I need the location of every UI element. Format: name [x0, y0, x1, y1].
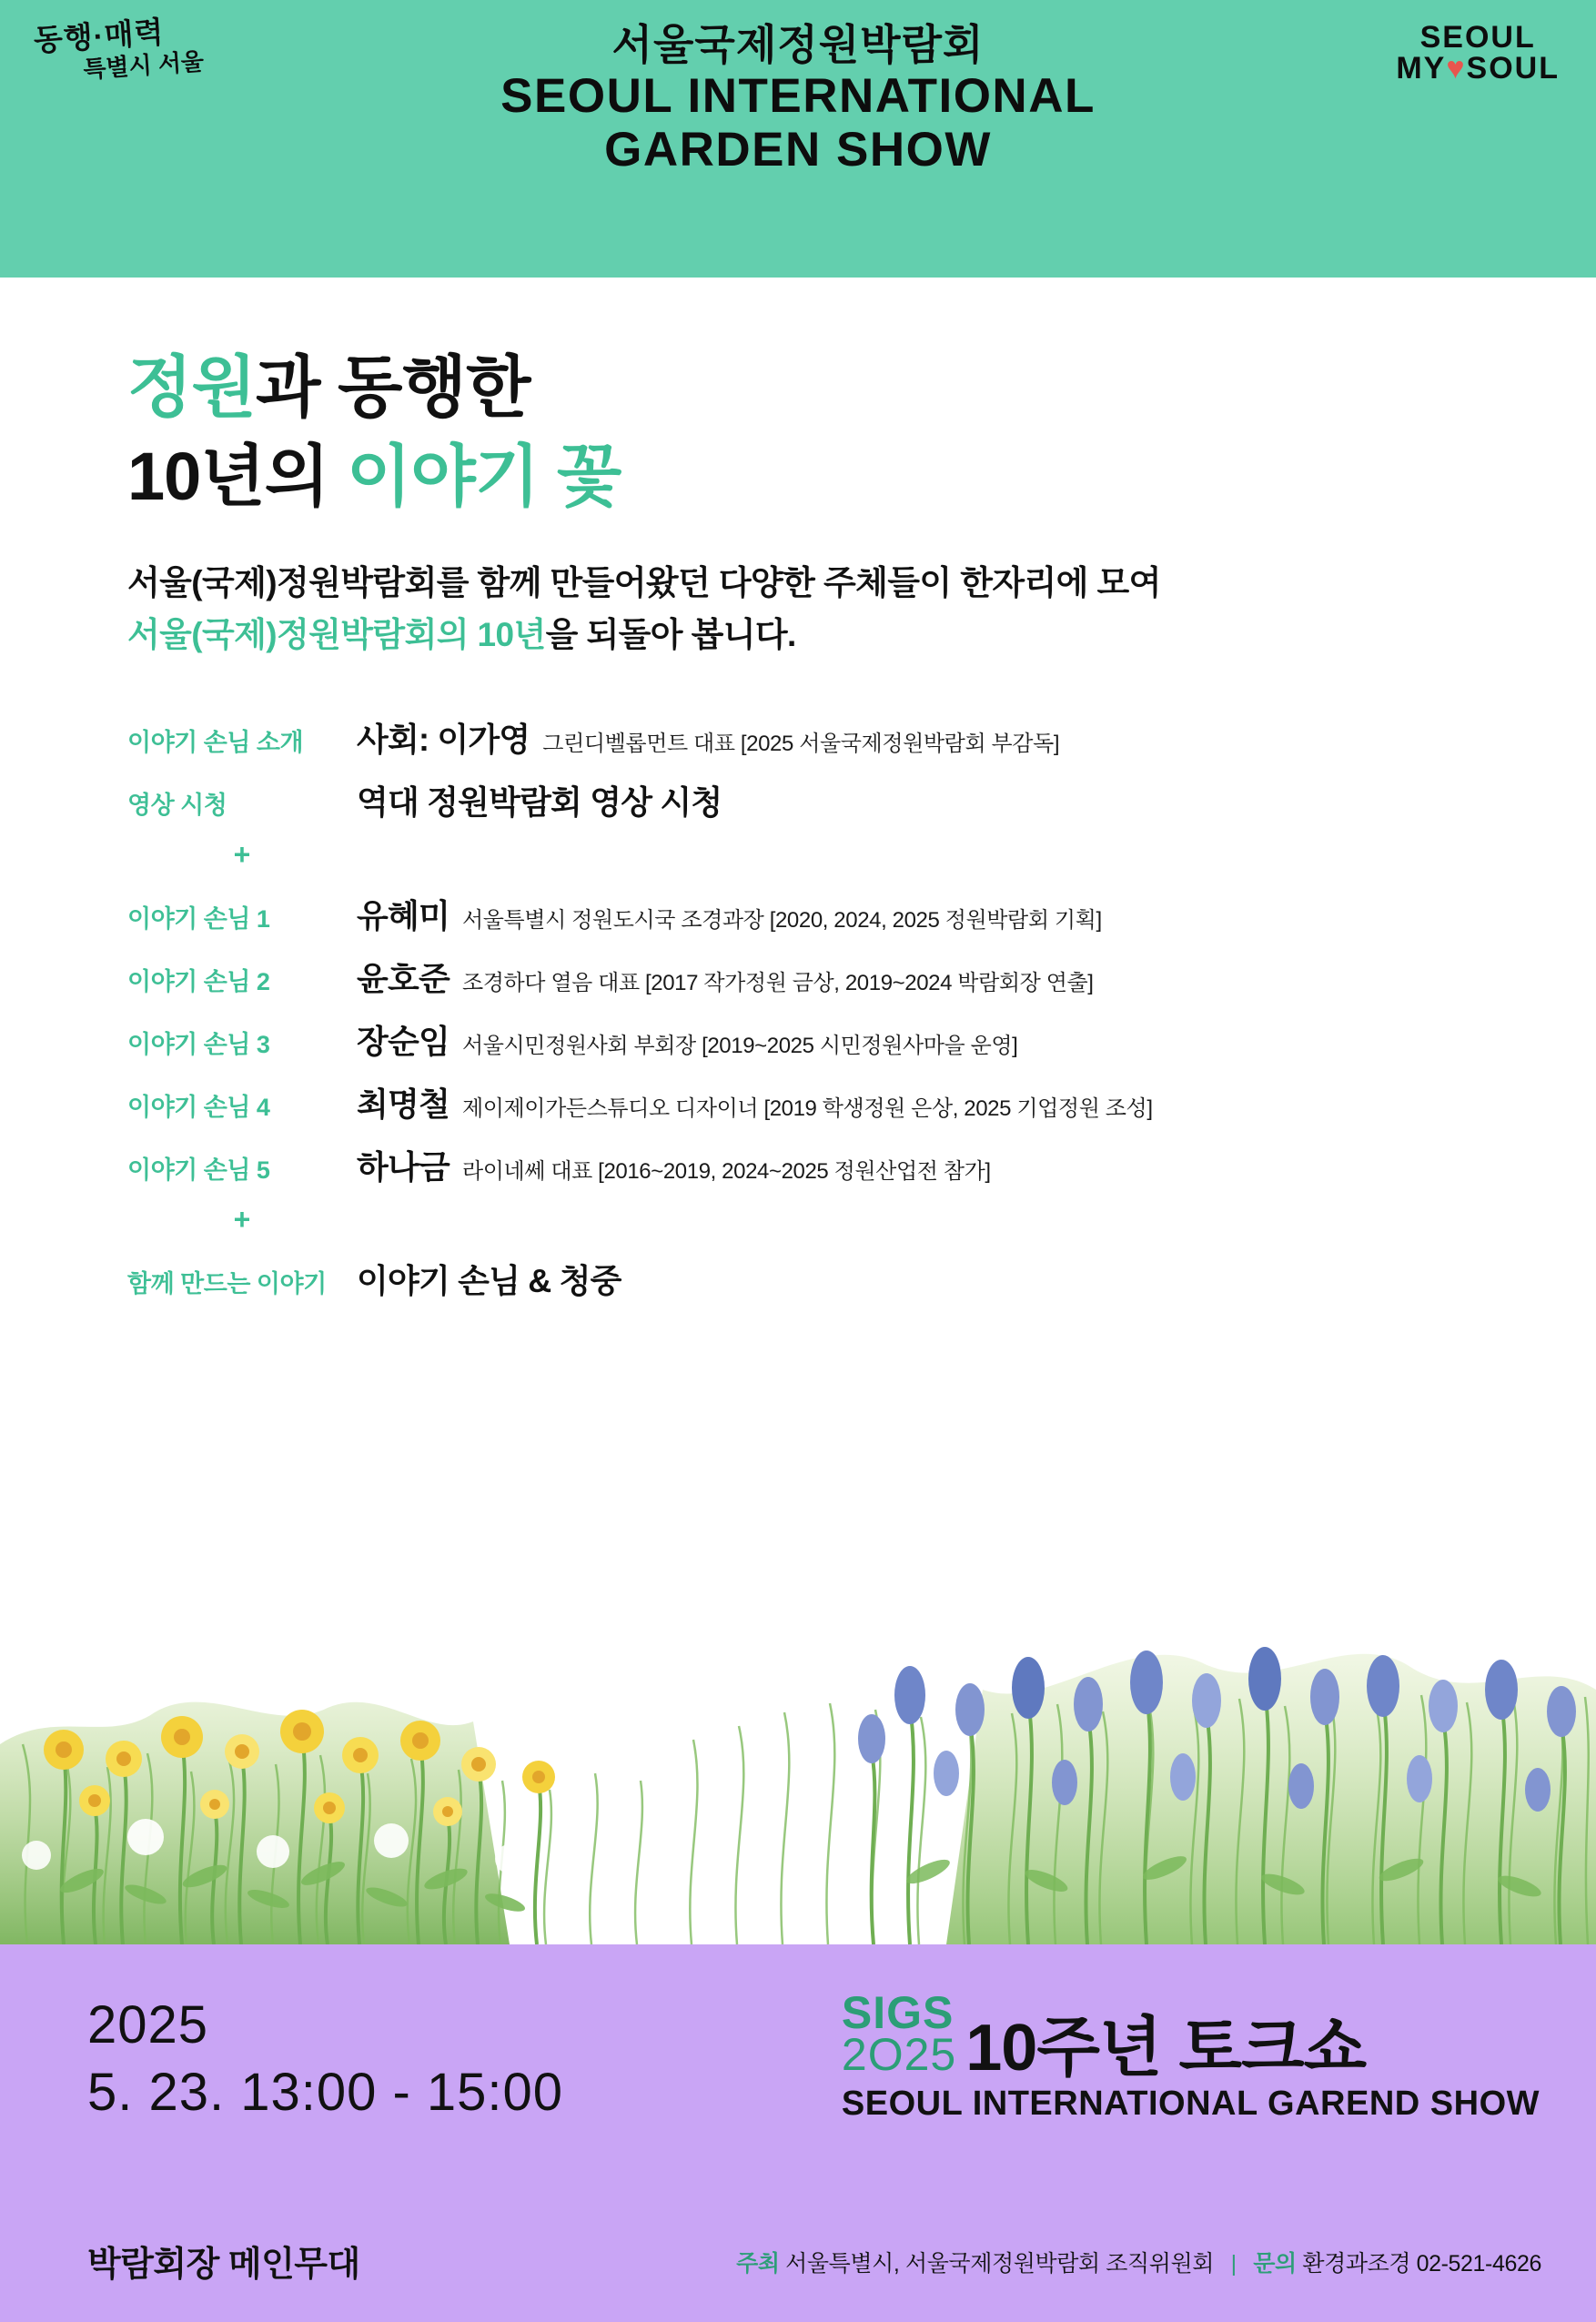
- event-title-english-line-2: GARDEN SHOW: [604, 122, 992, 177]
- headline-accent-2: 이야기 꽃: [346, 439, 621, 515]
- heart-icon: ♥: [1446, 51, 1467, 86]
- plus-icon: +: [233, 837, 251, 871]
- poster-footer: [0, 1944, 1596, 2322]
- headline-pre-2: 10년의: [127, 439, 347, 515]
- sigs-year: 2O25: [841, 2029, 957, 2080]
- lead-line-1: 서울(국제)정원박람회를 함께 만들어왔던 다양한 주체들이 한자리에 모여: [127, 563, 1161, 601]
- program-row-body: [357, 714, 1059, 761]
- soul-text: SOUL: [1466, 51, 1560, 86]
- program-row-detail: 그린디벨롭먼트 대표 [2025 서울국제정원박람회 부감독]: [542, 731, 1060, 756]
- event-date-time: 5. 23. 13:00 - 15:00: [87, 2063, 564, 2123]
- program-row: [127, 954, 1474, 1000]
- headline-rest-1: 과 동행한: [255, 349, 530, 425]
- program-row-name: 장순임: [357, 1022, 450, 1060]
- program-row-body: [357, 954, 1094, 1000]
- page-title: [127, 343, 1596, 522]
- seoul-my-soul-line-1: SEOUL: [1419, 20, 1536, 55]
- program-row: [127, 1079, 1474, 1126]
- program-row-label: 함께 만드는 이야기: [127, 1269, 327, 1297]
- program-row-body: [357, 1142, 991, 1188]
- program-row-body: [357, 1079, 1153, 1126]
- event-title-korean: 서울국제정원박람회: [611, 21, 985, 68]
- poster-header: [0, 0, 1596, 278]
- program-row-name: 유혜미: [357, 896, 450, 934]
- slogan-line-1: 동행·매력: [32, 15, 166, 58]
- event-title: [0, 22, 1596, 177]
- program-row-name: 최명철: [357, 1085, 450, 1123]
- program-row: [127, 1256, 1474, 1302]
- program-row-name: 윤호준: [357, 959, 450, 997]
- program-row-label: 이야기 손님 소개: [127, 728, 304, 756]
- plus-icon: +: [233, 1202, 251, 1236]
- flower-illustration: [0, 1517, 1596, 1944]
- event-year: 2025: [87, 1995, 209, 2054]
- lead-line-2-rest: 을 되돌아 봅니다.: [545, 616, 796, 654]
- anniversary-logo: [841, 1987, 1540, 2124]
- seoul-my-soul-logo: [1396, 22, 1560, 84]
- program-row: [127, 1142, 1474, 1188]
- program-row-label: 이야기 손님 1: [127, 904, 270, 933]
- headline-line-1: [127, 343, 1596, 432]
- program-row: [127, 891, 1474, 937]
- program-row-body: [357, 891, 1102, 937]
- headline-accent-1: 정원: [127, 349, 256, 425]
- credits-separator: |: [1230, 2251, 1237, 2277]
- anniversary-subtitle: SEOUL INTERNATIONAL GAREND SHOW: [841, 2085, 1540, 2123]
- contact-tag: 문의: [1253, 2251, 1297, 2277]
- program-row-label: 이야기 손님 2: [127, 967, 270, 995]
- program-row: [127, 777, 1474, 823]
- program-row-body: [357, 1016, 1017, 1063]
- program-row: [127, 1016, 1474, 1063]
- program-row-label: 영상 시청: [127, 791, 227, 819]
- program-row-detail: 조경하다 열음 대표 [2017 작가정원 금상, 2019~2024 박람회장 연출]: [461, 970, 1094, 995]
- program-row-label: 이야기 손님 4: [127, 1093, 270, 1121]
- my-text: MY: [1396, 51, 1447, 86]
- program-row-name: 하나금: [357, 1147, 450, 1186]
- headline-line-2: [127, 432, 1596, 521]
- program-row-name: 역대 정원박람회 영상 시청: [357, 782, 722, 821]
- program-row: [127, 714, 1474, 761]
- seoul-my-soul-line-2: [1396, 53, 1560, 84]
- host-tag: 주최: [736, 2251, 780, 2277]
- program-row-label: 이야기 손님 5: [127, 1156, 270, 1184]
- venue-label: 박람회장 메인무대: [87, 2246, 360, 2284]
- program-row-body: [357, 1256, 634, 1302]
- anniversary-title: 10주년 토크쇼: [965, 2012, 1367, 2085]
- host-value: 서울특별시, 서울국제정원박람회 조직위원회: [785, 2251, 1215, 2277]
- lead-highlight: 서울(국제)정원박람회의 10년: [127, 616, 546, 654]
- contact-value: 환경과조경 02-521-4626: [1302, 2251, 1541, 2277]
- program-row-name: 이야기 손님 & 청중: [357, 1261, 621, 1299]
- slogan-line-2: 특별시 서울: [82, 47, 206, 84]
- program-row-name: 사회: 이가영: [357, 720, 530, 758]
- flower-illustration-svg: [0, 1517, 1596, 1944]
- program-row-detail: 제이제이가든스튜디오 디자이너 [2019 학생정원 은상, 2025 기업정원 조성]: [461, 1095, 1153, 1121]
- lead-paragraph: [127, 557, 1596, 661]
- program-row-detail: 서울특별시 정원도시국 조경과장 [2020, 2024, 2025 정원박람회 기획]: [461, 907, 1102, 933]
- sigs-acronym: SIGS: [841, 1987, 955, 2038]
- sigs-mark: [841, 1987, 957, 2081]
- poster-body: [0, 343, 1596, 1944]
- event-title-english-line-1: SEOUL INTERNATIONAL: [500, 68, 1096, 123]
- program-divider-plus: [127, 1202, 1474, 1241]
- program-list: [127, 714, 1474, 1302]
- program-row-detail: 라이네쎄 대표 [2016~2019, 2024~2025 정원산업전 참가]: [461, 1158, 991, 1184]
- event-datetime: [87, 1992, 563, 2126]
- lead-line-2: [127, 609, 1596, 661]
- program-row-label: 이야기 손님 3: [127, 1030, 270, 1058]
- anniversary-logo-row: [841, 1987, 1540, 2085]
- credits-line: [736, 2246, 1541, 2278]
- program-row-detail: 서울시민정원사회 부회장 [2019~2025 시민정원사마을 운영]: [461, 1033, 1018, 1058]
- program-row-body: [357, 777, 734, 823]
- program-divider-plus: [127, 837, 1474, 876]
